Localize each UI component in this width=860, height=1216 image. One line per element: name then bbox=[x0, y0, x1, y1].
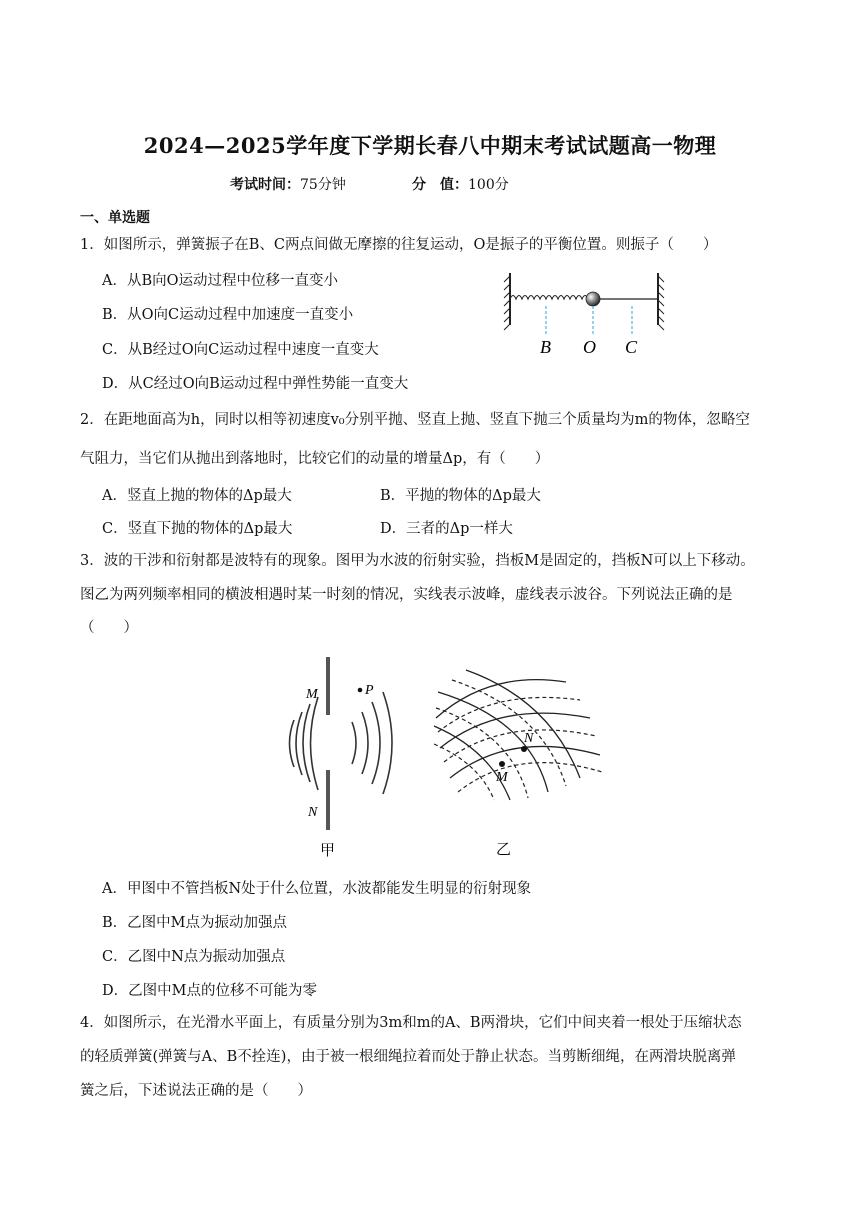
q1-option-a: A．从B向O运动过程中位移一直变小 bbox=[102, 273, 339, 289]
q4-stem-line2: 的轻质弹簧(弹簧与A、B不拴连)，由于被一根细绳拉着而处于静止状态。当剪断细绳，在两滑块脱离弹 bbox=[80, 1049, 736, 1065]
section-heading: 一、单选题 bbox=[80, 210, 150, 226]
label-n2: N bbox=[524, 731, 534, 746]
q1-option-c: C．从B经过O向C运动过程中速度一直变大 bbox=[102, 342, 379, 358]
q2-option-d: D．三者的Δp一样大 bbox=[380, 521, 513, 537]
q1-option-d: D．从C经过O向B运动过程中弹性势能一直变大 bbox=[102, 376, 409, 392]
q4-stem-line3: 簧之后，下述说法正确的是（ ） bbox=[80, 1083, 312, 1099]
q1-stem: 1．如图所示，弹簧振子在B、C两点间做无摩擦的往复运动，O是振子的平衡位置。则振子（ ） bbox=[80, 237, 718, 253]
q2-stem-line1: 2．在距地面高为h，同时以相等初速度v₀分别平抛、竖直上抛、竖直下抛三个质量均为m的物体，忽略空 bbox=[80, 412, 750, 428]
exam-score bbox=[412, 174, 509, 194]
q3-option-d: D．乙图中M点的位移不可能为零 bbox=[102, 983, 317, 999]
q3-option-b: B．乙图中M点为振动加强点 bbox=[102, 915, 288, 931]
page-title: 2024—2025学年度下学期长春八中期末考试试题高一物理 bbox=[143, 133, 717, 158]
interference-figure bbox=[430, 660, 605, 860]
q2-stem-line2: 气阻力，当它们从抛出到落地时，比较它们的动量的增量Δp，有（ ） bbox=[80, 451, 550, 467]
q2-option-b: B．平抛的物体的Δp最大 bbox=[380, 488, 541, 504]
label-c: C bbox=[625, 337, 638, 357]
q1-option-b: B．从O向C运动过程中加速度一直变小 bbox=[102, 307, 354, 323]
q2-option-c: C．竖直下抛的物体的Δp最大 bbox=[102, 521, 293, 537]
label-o: O bbox=[583, 337, 596, 357]
q2-option-a: A．竖直上抛的物体的Δp最大 bbox=[102, 488, 292, 504]
exam-score-value: 100分 bbox=[468, 177, 509, 193]
diffraction-figure bbox=[280, 650, 410, 860]
q3-option-c: C．乙图中N点为振动加强点 bbox=[102, 949, 286, 965]
label-m: M bbox=[306, 687, 318, 702]
exam-time-value: 75分钟 bbox=[300, 177, 346, 193]
q3-stem-line2: 图乙为两列频率相同的横波相遇时某一时刻的情况，实线表示波峰，虚线表示波谷。下列说法正确的是 bbox=[80, 587, 733, 603]
label-jia: 甲 bbox=[320, 841, 336, 859]
label-m2: M bbox=[496, 770, 508, 785]
exam-time bbox=[230, 174, 346, 194]
label-n: N bbox=[308, 805, 318, 820]
exam-score-label: 分 值： bbox=[412, 177, 468, 193]
label-p: P bbox=[365, 683, 374, 698]
q3-stem-line3: （ ） bbox=[80, 620, 138, 636]
label-b: B bbox=[540, 337, 551, 357]
spring-oscillator-figure bbox=[500, 268, 675, 358]
exam-time-label: 考试时间： bbox=[230, 177, 300, 193]
q4-stem-line1: 4．如图所示，在光滑水平面上，有质量分别为3m和m的A、B两滑块，它们中间夹着一根处于压缩状态 bbox=[80, 1015, 742, 1031]
label-yi: 乙 bbox=[496, 840, 512, 858]
q3-option-a: A．甲图中不管挡板N处于什么位置，水波都能发生明显的衍射现象 bbox=[102, 881, 532, 897]
q3-stem-line1: 3．波的干涉和衍射都是波特有的现象。图甲为水波的衍射实验，挡板M是固定的，挡板N可以上下移动。 bbox=[80, 553, 755, 569]
